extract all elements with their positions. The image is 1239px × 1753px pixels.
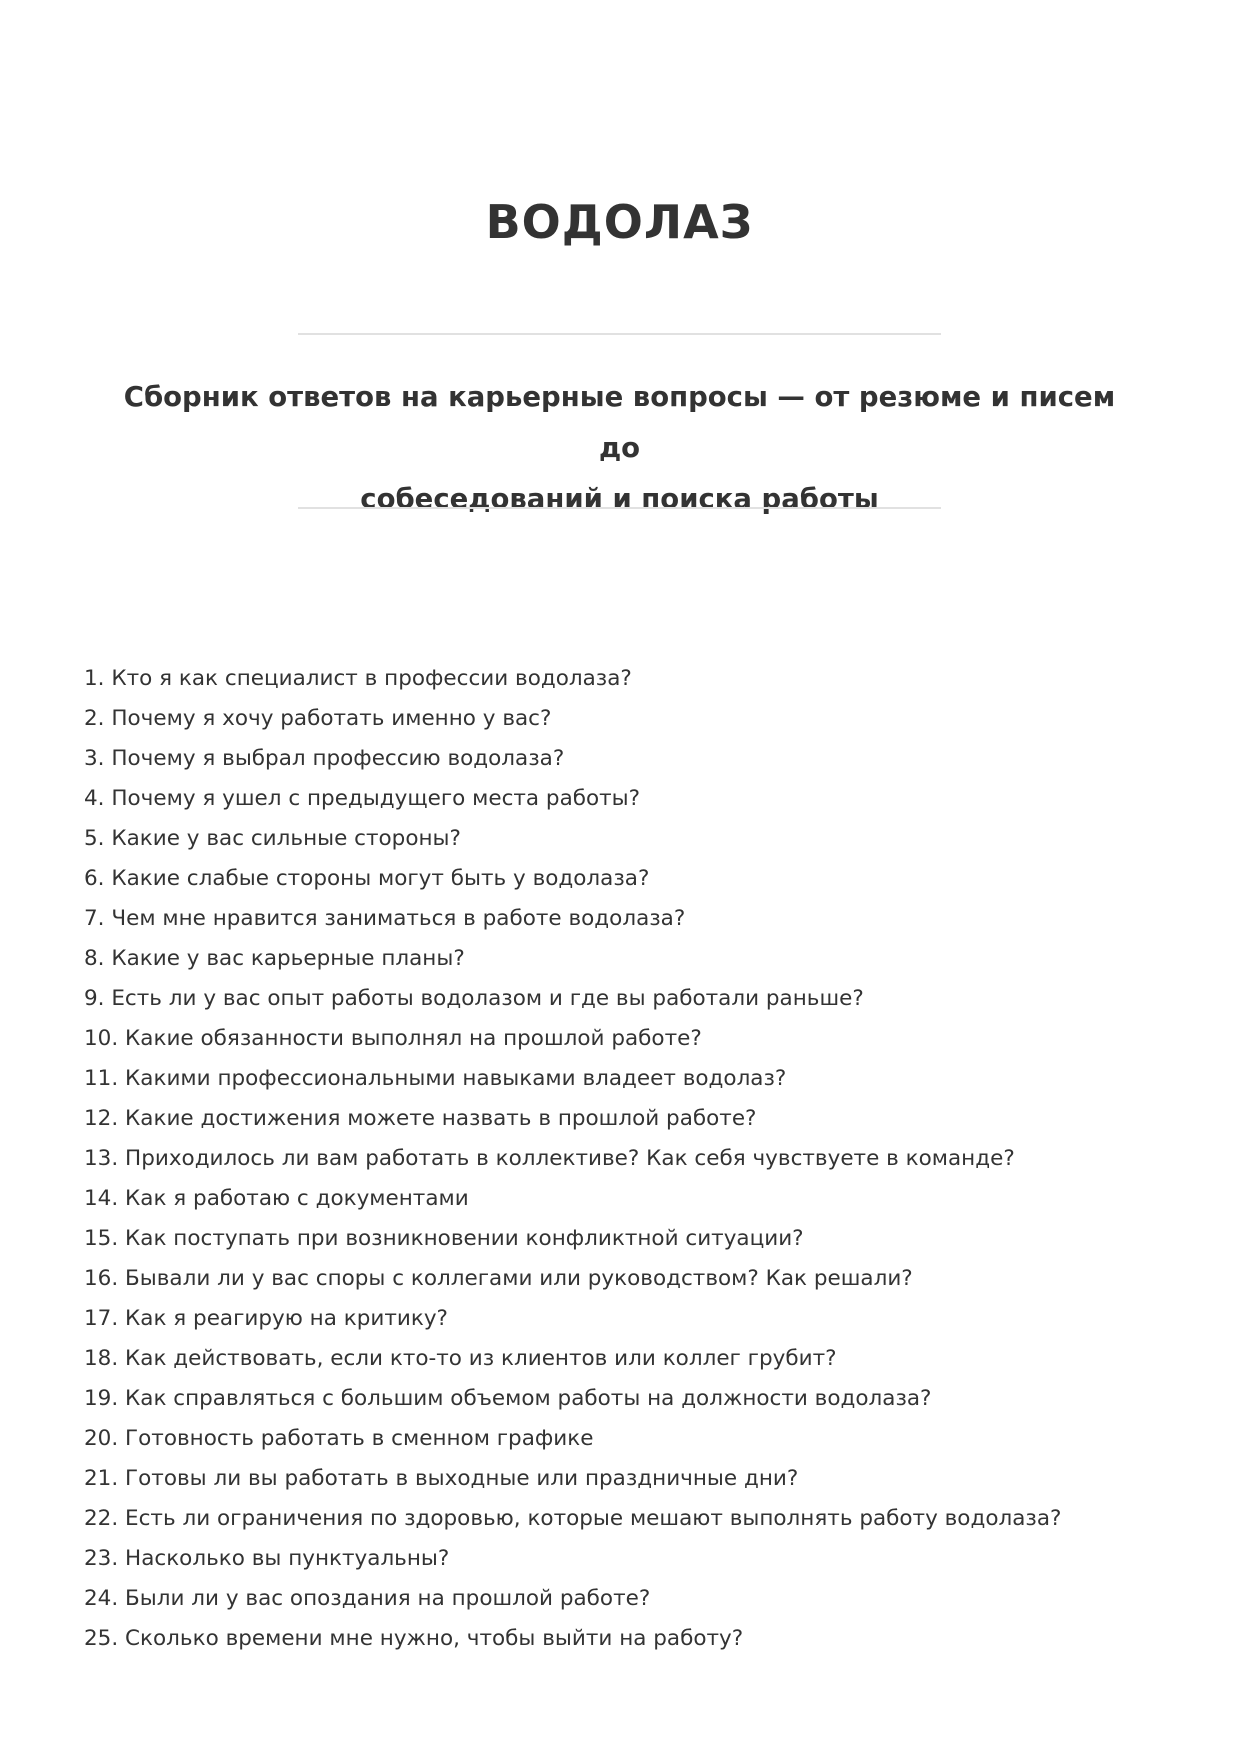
question-item: 11. Какими профессиональными навыками владеет водолаз? [84,1066,787,1091]
question-item: 2. Почему я хочу работать именно у вас? [84,706,552,731]
question-item: 7. Чем мне нравится заниматься в работе водолаза? [84,906,686,931]
question-item: 25. Сколько времени мне нужно, чтобы выйти на работу? [84,1626,744,1651]
subtitle-line-2: собеседований и поиска работы [360,483,879,515]
question-item: 15. Как поступать при возникновении конфликтной ситуации? [84,1226,804,1251]
question-item: 18. Как действовать, если кто-то из клиентов или коллег грубит? [84,1346,837,1371]
question-item: 9. Есть ли у вас опыт работы водолазом и где вы работали раньше? [84,986,864,1011]
bottom-divider [298,507,941,509]
subtitle-line-1: Сборник ответов на карьерные вопросы — от резюме и писем до [123,381,1116,464]
question-item: 24. Были ли у вас опоздания на прошлой работе? [84,1586,651,1611]
question-item: 16. Бывали ли у вас споры с коллегами или руководством? Как решали? [84,1266,913,1291]
question-item: 20. Готовность работать в сменном графике [84,1426,594,1451]
subtitle [100,372,1139,525]
question-item: 22. Есть ли ограничения по здоровью, которые мешают выполнять работу водолаза? [84,1506,1062,1531]
page-title: ВОДОЛАЗ [485,195,754,249]
question-item: 19. Как справляться с большим объемом работы на должности водолаза? [84,1386,932,1411]
question-list [84,659,1184,1659]
question-item: 5. Какие у вас сильные стороны? [84,826,461,851]
question-item: 23. Насколько вы пунктуальны? [84,1546,450,1571]
question-item: 21. Готовы ли вы работать в выходные или праздничные дни? [84,1466,799,1491]
question-item: 10. Какие обязанности выполнял на прошлой работе? [84,1026,702,1051]
question-item: 6. Какие слабые стороны могут быть у водолаза? [84,866,650,891]
question-item: 4. Почему я ушел с предыдущего места работы? [84,786,641,811]
question-item: 8. Какие у вас карьерные планы? [84,946,465,971]
question-item: 13. Приходилось ли вам работать в коллективе? Как себя чувствуете в команде? [84,1146,1015,1171]
question-item: 17. Как я реагирую на критику? [84,1306,448,1331]
question-item: 3. Почему я выбрал профессию водолаза? [84,746,565,771]
question-item: 1. Кто я как специалист в профессии водолаза? [84,666,632,691]
question-item: 14. Как я работаю с документами [84,1186,469,1211]
top-divider [298,333,941,335]
question-item: 12. Какие достижения можете назвать в прошлой работе? [84,1106,757,1131]
